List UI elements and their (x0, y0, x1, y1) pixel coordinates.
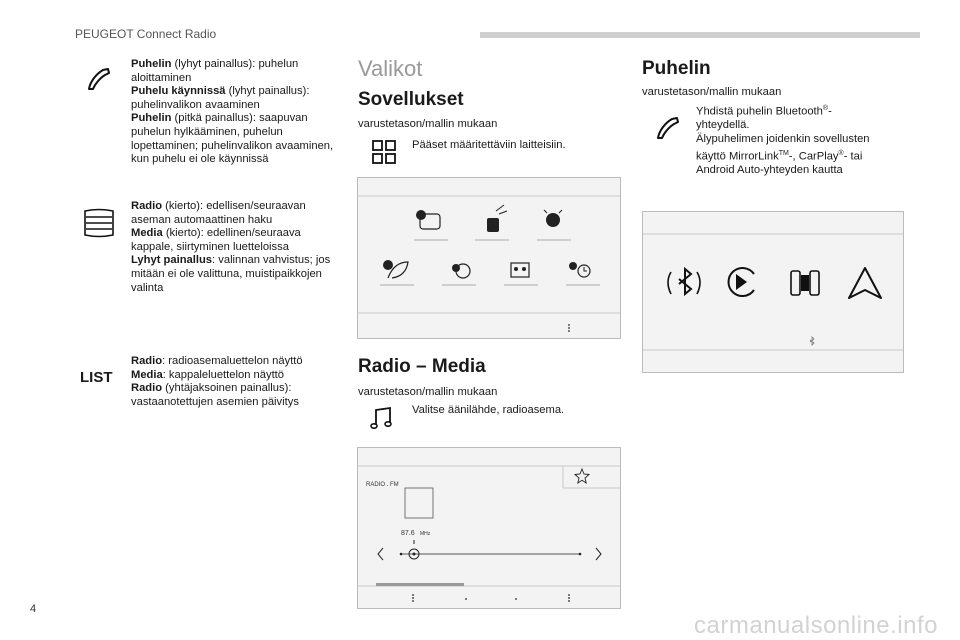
phone-desc-line-5: Android Auto-yhteyden kautta (696, 163, 843, 176)
list-description (131, 355, 341, 409)
android-auto-icon[interactable] (849, 268, 881, 298)
phone-button-description (131, 58, 341, 167)
list-button-label: LIST (80, 369, 113, 386)
phone-line-3: Puhelin (pitkä painallus): saapuvan puhelun hylkääminen, puhelun lopettaminen; puhelinvalikon avaaminen, kun puhelu ei ole käynnissä (131, 112, 334, 166)
phone-line-1: Puhelin (lyhyt painallus): puhelun aloittaminen (131, 58, 299, 84)
apps-screen (357, 177, 621, 339)
phone-line-2: Puhelu käynnissä (lyhyt painallus): puhelinvalikon avaaminen (131, 85, 310, 111)
radio-frequency-value: 87.6 (401, 530, 415, 537)
phone-description (696, 102, 916, 177)
menus-title: Valikot (358, 56, 423, 81)
page-number: 4 (30, 603, 37, 615)
album-art-placeholder (405, 488, 433, 518)
eco-app-icon[interactable] (380, 260, 414, 285)
radio-media-subtitle: varustetason/mallin mukaan (358, 386, 498, 398)
favorite-star-icon[interactable] (575, 469, 589, 483)
trip-app-icon[interactable] (566, 262, 600, 285)
radio-media-description: Valitse äänilähde, radioasema. (412, 404, 565, 416)
previous-arrow-icon[interactable] (378, 548, 383, 560)
apps-grid-icon (372, 140, 396, 164)
camera-app-icon[interactable] (504, 263, 538, 285)
bluetooth-status-icon (810, 337, 814, 345)
list-line-1: Radio: radioasemaluettelon näyttö (131, 355, 303, 367)
wheel-line-1: Radio (kierto): edellisen/seuraavan aseman automaattinen haku (131, 200, 306, 226)
bottom-more-right-icon[interactable] (568, 594, 570, 602)
phone-heading: Puhelin (642, 58, 711, 79)
mirrorlink-icon[interactable] (791, 271, 819, 295)
bottom-more-left-icon[interactable] (412, 594, 414, 602)
phone-desc-line-4: käyttö MirrorLink™-, CarPlay®- tai (696, 149, 863, 163)
messages-app-icon[interactable] (414, 210, 448, 240)
wheel-line-3: Lyhyt painallus: valinnan vahvistus; jos mitään ei ole valittuna, muistipaikkojen valinta (131, 254, 331, 294)
page-header-title: PEUGEOT Connect Radio (75, 27, 217, 41)
list-line-2: Media: kappaleluettelon näyttö (131, 368, 285, 381)
apps-description: Pääset määritettäviin laitteisiin. (412, 139, 566, 151)
more-options-icon[interactable] (568, 324, 570, 332)
phone-desc-line-1: Yhdistä puhelin Bluetooth®- (696, 105, 832, 118)
radio-screen (357, 447, 621, 609)
phone-desc-line-3: Älypuhelimen joidenkin sovellusten (696, 132, 870, 145)
header-rule (480, 32, 920, 38)
carplay-icon[interactable] (729, 268, 754, 296)
phone-subtitle: varustetason/mallin mukaan (642, 86, 782, 98)
apps-subtitle: varustetason/mallin mukaan (358, 118, 498, 130)
wheel-line-2: Media (kierto): edellinen/seuraava kappale, siirtyminen luetteloissa (131, 227, 301, 253)
frequency-slider[interactable] (400, 549, 582, 559)
radio-media-heading: Radio – Media (358, 356, 486, 377)
radio-frequency-unit: MHz (420, 531, 431, 537)
music-note-icon (370, 406, 394, 430)
settings-app-icon[interactable] (442, 264, 476, 285)
phone-handset-icon (655, 115, 681, 141)
apps-heading: Sovellukset (358, 89, 464, 110)
list-line-3: Radio (yhtäjaksoinen painallus): vastaanotettujen asemien päivitys (131, 382, 299, 408)
assistance-app-icon[interactable] (537, 210, 571, 240)
next-arrow-icon[interactable] (596, 548, 601, 560)
watermark: carmanualsonline.info (694, 612, 938, 639)
bluetooth-icon[interactable] (668, 269, 700, 294)
phone-handset-icon (86, 66, 112, 92)
phone-screen (642, 211, 904, 373)
radio-band-label: RADIO . FM (366, 482, 399, 488)
rotary-wheel-icon (82, 208, 116, 238)
wheel-description (131, 200, 341, 295)
phone-desc-line-2: yhteydellä. (696, 119, 750, 132)
connect-app-icon[interactable] (475, 205, 509, 240)
